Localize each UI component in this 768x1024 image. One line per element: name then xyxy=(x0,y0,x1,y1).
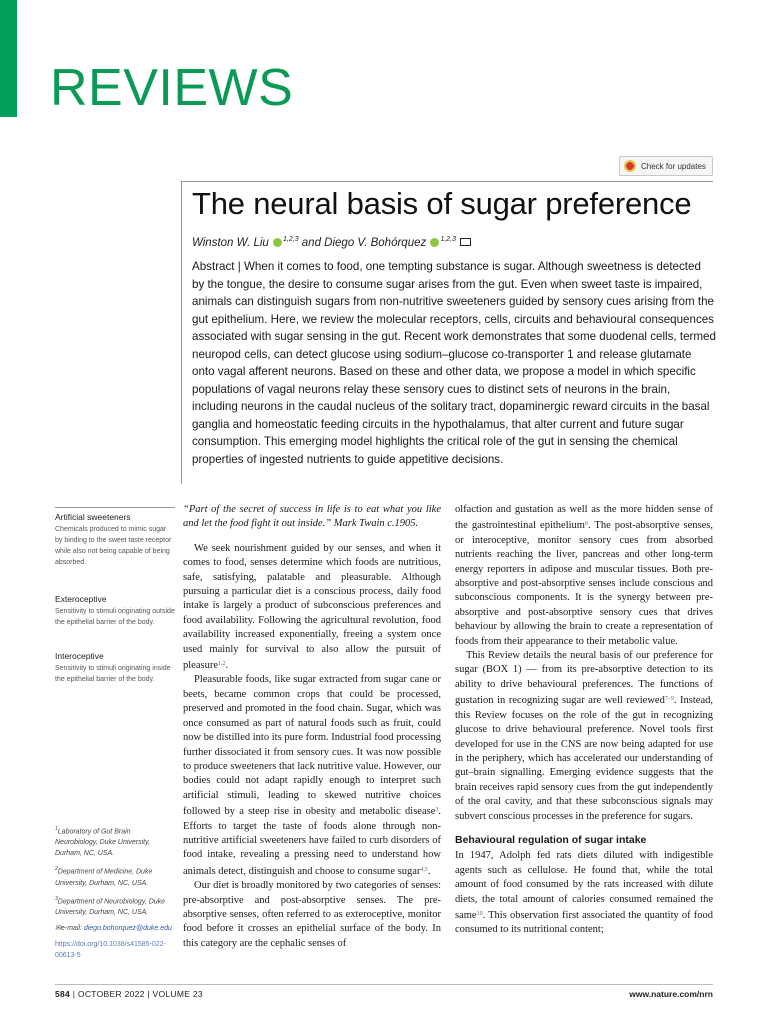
email-line: ✉e-mail: diego.bohorquez@duke.edu xyxy=(55,924,172,932)
orcid-icon[interactable] xyxy=(430,238,439,247)
affiliation: $^1$Laboratory of Gut Brain Neurobiology, Duke University, Durham, NC, USA. xyxy=(55,826,151,858)
glossary-term xyxy=(55,512,175,568)
body-column-left xyxy=(183,503,441,951)
reference-link[interactable]: 1,2 xyxy=(217,661,226,668)
email-link[interactable]: diego.bohorquez@duke.edu xyxy=(83,924,172,932)
body-paragraph: We seek nourishment guided by our senses, and when it comes to food, senses determine which foods are nutritious, safe, satisfying, palatable and pleasurable. Although pursuing a particular diet is a conscious process, daily food intake is largely a product of subconscious preferences and food availability. Following the agricultural revolution, food availability increased exponentially, freeing a system once used mainly for survival to also allow the pursuit of pleasure$^{1,2}$. xyxy=(183,542,441,672)
title-rule-horizontal xyxy=(181,181,713,182)
reference-link[interactable]: 4,5 xyxy=(420,866,428,873)
sidebar-divider xyxy=(55,507,175,508)
page-number: 584 xyxy=(55,989,71,999)
journal-url[interactable]: www.nature.com/nrn xyxy=(629,989,713,999)
author-affiliation-marker: 1,2,3 xyxy=(440,236,457,243)
issue-info: | OCTOBER 2022 | VOLUME 23 xyxy=(70,989,203,999)
reference-link[interactable]: 10 xyxy=(476,910,483,917)
footer-divider xyxy=(55,984,713,985)
section-heading-behavioural: Behavioural regulation of sugar intake xyxy=(455,833,647,846)
brand-sidebar-bar xyxy=(0,0,17,117)
envelope-icon: ✉ xyxy=(55,924,61,932)
glossary-term xyxy=(55,651,175,685)
epigraph-quote: “Part of the secret of success in life is to eat what you like and let the food fight it out inside.” Mark Twain c.1905. xyxy=(183,504,441,530)
glossary-term-definition: Sensitivity to stimuli originating inside the epithelial barrier of the body. xyxy=(55,665,171,683)
glossary-term-title: Exteroceptive xyxy=(55,594,107,604)
author-name[interactable]: Winston W. Liu xyxy=(192,236,269,249)
glossary-term xyxy=(55,594,175,628)
reference-link[interactable]: 6 xyxy=(584,521,588,528)
glossary-term-definition: Chemicals produced to mimic sugar by binding to the sweet taste receptor while also not being capable of being absorbed. xyxy=(55,526,172,566)
reference-link[interactable]: 3 xyxy=(435,807,439,814)
body-paragraph: Our diet is broadly monitored by two categories of senses: pre-absorptive and post-absorptive senses. The pre-absorptive senses, often referred to as exteroceptive, monitor food before it crosses an epithelial surface of the body. In this category are the cephalic senses of xyxy=(183,880,441,949)
body-paragraph: This Review details the neural basis of our preference for sugar (BOX 1) — from its pre-absorptive detection to its ability to drive behavioural preferences. The functions of gustation in recognizing sugar are well reviewed$^{7-9}$. Instead, this Review focuses on the role of the gut in recognizing glucose to drive behavioural preference. Novel tools first developed for use in the CNS are now being adapted for use in the periphery, which has accelerated our understanding of gut–brain signalling. Emerging evidence suggests that the brain receives rapid sensory cues from the gut independently of the oral cavity, and that these subconscious signals may subvert conscious processes in the preference for sugars. xyxy=(455,650,713,822)
article-title: The neural basis of sugar preference xyxy=(192,186,692,221)
body-paragraph: Pleasurable foods, like sugar extracted from sugar cane or beets, became common crops that could be processed, preserved and promoted in the food chain. Sugar, which was once consumed as part of natural foods such as fruit, could now be distilled into its pure form. Industrial food processing further dissociated it from sensory cues. It was now possible to produce sweeteners that lack nutritive value. However, our bodies could not adapt rapidly enough to interpret such artificial stimuli, leading to skewed nutritive choices followed by a steep rise in obesity and metabolic disease$^3$. Efforts to target the taste of foods alone through non-nutritive artificial sweeteners have failed to curb disorders of food intake, revealing a pressing need to understand how animals detect, distinguish and choose to consume sugar$^{4,5}$. xyxy=(183,674,441,877)
orcid-icon[interactable] xyxy=(273,238,282,247)
body-column-right xyxy=(455,503,713,938)
author-name[interactable]: Diego V. Bohórquez xyxy=(324,236,427,249)
body-paragraph: olfaction and gustation as well as the more hidden sense of the gastrointestinal epithelium$^6$. The post-absorptive senses, or interoceptive, monitor sensory cues from absorbed nutrients reaching the liver, pancreas and other long-term energy reporters in adipose and muscular tissues. Both pre-absorptive and post-absorptive senses include conscious and subconscious components. It is the synergy between pre-absorptive and post-absorptive sensory cues that drives behaviour by allowing the brain to create a representation of foods from their appearance to their metabolic value. xyxy=(455,504,713,647)
check-for-updates-label: Check for updates xyxy=(641,161,706,171)
affiliation: $^2$Department of Medicine, Duke University, Durham, NC, USA. xyxy=(55,866,153,887)
envelope-icon[interactable] xyxy=(460,238,471,246)
crossmark-icon xyxy=(624,160,636,172)
author-line xyxy=(192,236,471,249)
abstract: Abstract | When it comes to food, one tempting substance is sugar. Although sweetness is detected by the tongue, the desire to consume sugar arises from the gut. Even when sweet taste is impaired, animals can distinguish sugars from non-nutritive sweeteners guided by sensory cues arising from the gut epithelium. Here, we review the molecular receptors, cells, circuits and behavioural consequences associated with sugar sensing in the gut. Recent work demonstrates that some duodenal cells, termed neuropod cells, can detect glucose using sodium–glucose co-transporter 1 and release glutamate onto vagal afferent neurons. Based on these and other data, we propose a model in which specific populations of vagal neurons relay these sensory cues to distinct sets of neurons in the brain, including neurons in the caudal nucleus of the solitary tract, dopaminergic reward circuits in the basal ganglia and homeostatic feeding circuits in the hypothalamus, that alter current and future sugar consumption. This emerging model highlights the critical role of the gut in sensing the chemical properties of ingested nutrients to guide appetitive decisions. xyxy=(192,260,716,466)
glossary-term-title: Interoceptive xyxy=(55,651,104,661)
affiliation: $^3$Department of Neurobiology, Duke University, Durham, NC, USA. xyxy=(55,895,166,916)
title-rule-vertical xyxy=(181,181,182,484)
author-affiliation-marker: 1,2,3 xyxy=(283,236,299,243)
check-for-updates-button[interactable] xyxy=(619,156,713,176)
glossary-term-title: Artificial sweeteners xyxy=(55,512,131,522)
reference-link[interactable]: 7–9 xyxy=(664,696,674,703)
body-paragraph: In 1947, Adolph fed rats diets diluted with indigestible agents such as cellulose. He found that, while the total amount of food consumed by the rats increased with dilute diets, the total amount of calories consumed remained the same$^{10}$. This observation first associated the quantity of food consumed to its nutritional content; xyxy=(455,850,713,936)
section-heading: REVIEWS xyxy=(50,59,294,117)
glossary-term-definition: Sensitivity to stimuli originating outside the epithelial barrier of the body. xyxy=(55,608,175,626)
author-separator: and xyxy=(298,236,325,249)
doi-link[interactable]: https://doi.org/10.1038/s41585-022-00613-5 xyxy=(55,940,166,959)
footer-issue xyxy=(55,989,203,999)
affiliations xyxy=(55,824,175,966)
